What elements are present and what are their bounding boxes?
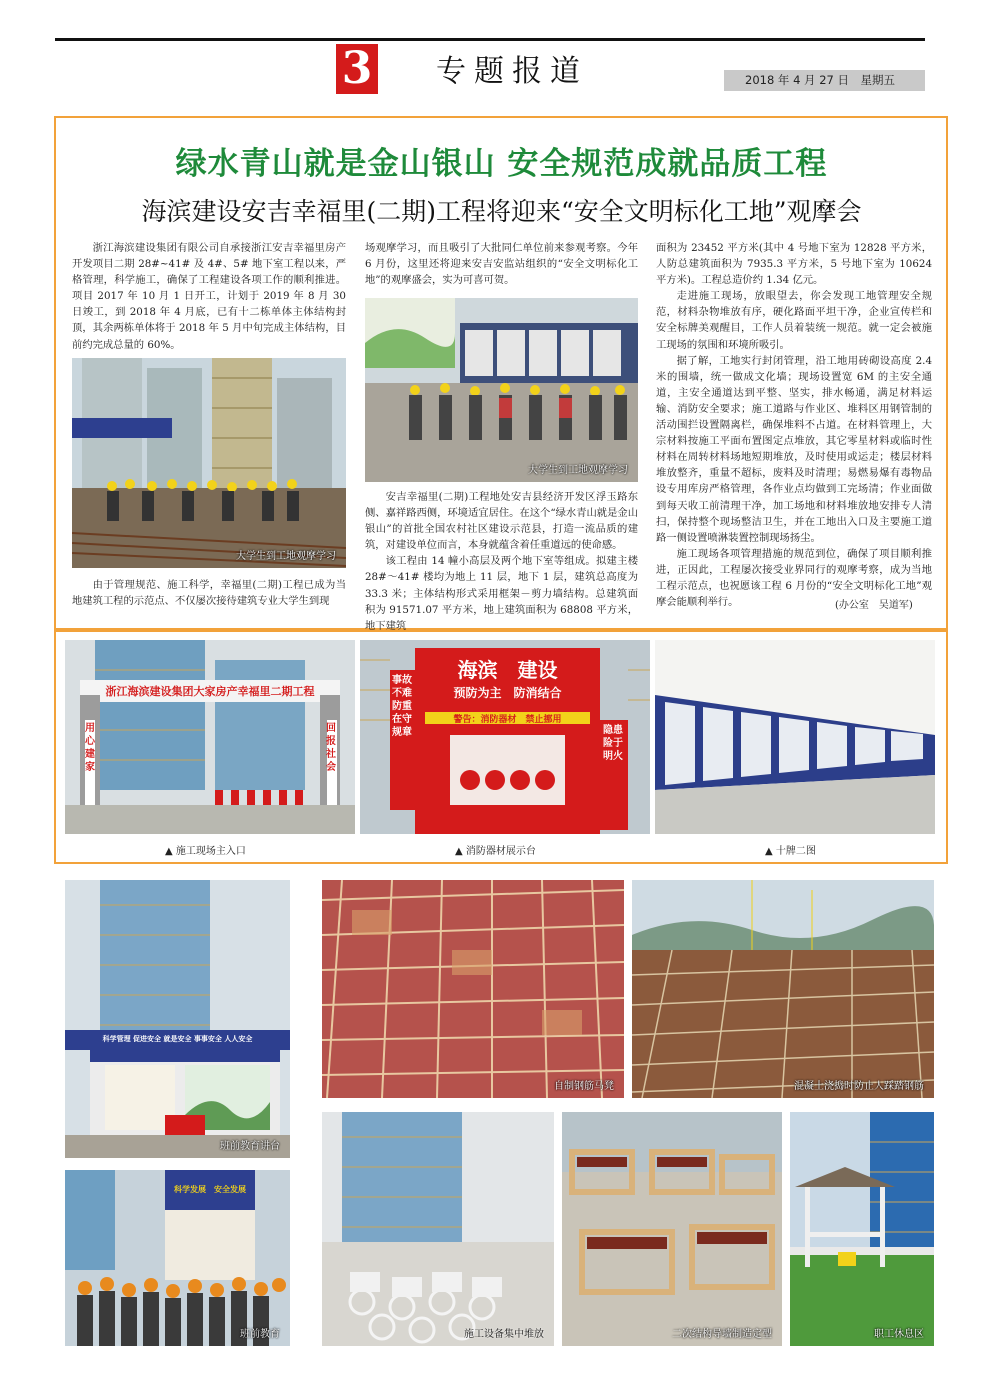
photo-ten-boards [655, 640, 935, 834]
gate-left-slogan: 用心建家 [85, 723, 95, 773]
edu-board-title: 科学发展 安全发展 [174, 1185, 246, 1194]
photo-image [322, 1112, 554, 1346]
photo-equipment-storage [322, 1112, 554, 1346]
photo-caption: 大学生到工地观摩学习 [528, 465, 628, 476]
gate-right-slogan: 回报社会 [326, 723, 336, 773]
article-column-1-continued [72, 577, 346, 609]
photo-image [655, 640, 935, 834]
photo-image [632, 880, 934, 1098]
photo-rest-area [790, 1112, 934, 1346]
photo-image [790, 1112, 934, 1346]
paragraph: 面积为 23452 平方米(其中 4 号地下室为 12828 平方米，人防总建筑面积为 7935.3 平方米，5 号地下室为 10624 平方米)。工程总造价约 1.34 亿元。 [656, 242, 932, 287]
byline: (办公室 吴道军) [835, 600, 913, 611]
article-column-1 [72, 240, 346, 353]
photo-caption: 施工设备集中堆放 [464, 1329, 544, 1340]
paragraph: 据了解，工地实行封闭管理，沿工地用砖砌设高度 2.4 米的围墙，统一做成文化墙；现场设置宽 6M 的主安全通道，主安全通道达到平整、坚实，排水畅通，满足材料运输、消防安全要求；施工道路与作业区、堆料区用钢管制的活动围拦设置隔离栏，确保堆料不占道。在材料管理上，大宗材料按施工平面布置图定点堆放，其它零星材料或临时性材料在周转材料场地短期堆放，及时使用或运走；楼层材料堆放整齐，重量不超标，废料及时清理；易燃易爆有毒物品设专用库房严格管理，各作业点均做到工完场清；作业面做到每天收工前清理干净，加工场地和材料堆放地安排专人清扫，保持整个现场整洁卫生，并在工地出入口及主要施工道路一侧设置喷淋装置控制现场扬尘。 [656, 354, 932, 544]
photo-caption: 班前教育讲台 [220, 1141, 280, 1152]
headline: 绿水青山就是金山银山 安全规范成就品质工程 [175, 146, 828, 182]
article-column-3 [656, 240, 932, 610]
photo-rebar-chairs [322, 880, 624, 1098]
paragraph: 走进施工现场，放眼望去，你会发现工地管理安全规范，材料杂物堆放有序，硬化路面平坦干净，企业宣传栏和安全标牌美观醒目，工作人员着装统一规范。就一定会被施工现场的氛围和环境所吸引。 [656, 290, 932, 351]
photo-image [65, 880, 290, 1158]
board-slogan: 预防为主 防消结合 [453, 686, 562, 700]
photo-image [72, 358, 346, 568]
edu-banner: 科学管理 促进安全 就是安全 事事安全 人人安全 [102, 1035, 253, 1043]
masthead-rule [55, 38, 925, 41]
photo-education-podium [65, 880, 290, 1158]
paragraph: 该工程由 14 幢小高层及两个地下室等组成。拟建主楼 28#～41# 楼均为地上 11 层，地下 1 层，建筑总高度为 33.3 米；主体结构形式采用框架－剪力墙结构。总建筑面积为 91571.07 平方米，地上建筑面积为 68808 平方米，地下建筑 [365, 555, 638, 632]
subheadline: 海滨建设安吉幸福里(二期)工程将迎来“安全文明标化工地”观摩会 [141, 197, 862, 226]
photo-caption: 自制钢筋马凳 [554, 1081, 614, 1092]
paragraph: 浙江海滨建设集团有限公司自承接浙江安吉幸福里房产开发项目二期 28#~41# 及 4#、5# 地下室工程以来，严格管理，科学施工，确保了工程建设各项工作的顺利推进。项目 2017 年 10 月 1 日开工，计划于 2019 年 8 月 30 日竣工，到 2018 年 4 月底，已有十二栋单体主体结构封顶，其余两栋单体将于 2018 年 5 月中旬完成主体结构，目前约完成总量的 60%。 [72, 242, 346, 351]
caption-fire-equipment: ▲ 消防器材展示台 [455, 846, 536, 857]
paragraph: 施工现场各项管理措施的规范到位，确保了项目顺利推进，正因此，工程屡次接受业界同行的观摩考察，成为当地工程示范点，也祝愿该工程 6 月份的“安全文明标化工地”观摩会能顺利举行。 [656, 547, 932, 609]
photo-fire-equipment [360, 640, 650, 834]
gate-banner: 浙江海滨建设集团大家房产幸福里二期工程 [105, 685, 315, 698]
photo-site-entrance [65, 640, 355, 834]
board-warning: 警告：消防器材 禁止挪用 [453, 715, 562, 725]
photo-image [322, 880, 624, 1098]
section-title: 专题报道 [436, 54, 588, 89]
paragraph: 场观摩学习，而且吸引了大批同仁单位前来参观考察。今年 6 月份，这里还将迎来安吉安监站组织的“安全文明标化工地”的观摩盛会，实为可喜可贺。 [365, 242, 638, 287]
paragraph: 由于管理规范、施工科学，幸福里(二期)工程已成为当地建筑工程的示范点、不仅屡次接待建筑专业大学生到现 [72, 579, 346, 608]
photo-caption: 大学生到工地观摩学习 [236, 551, 336, 562]
page-number: 3 [336, 44, 378, 94]
photo-caption: 二次结构导墙制造定型 [672, 1329, 772, 1340]
photo-image [65, 640, 355, 834]
photo-image [562, 1112, 782, 1346]
caption-ten-boards: ▲ 十牌二图 [765, 846, 816, 857]
board-brand: 海滨 建设 [457, 658, 558, 682]
issue-date: 2018 年 4 月 27 日 星期五 [745, 73, 895, 87]
article-column-2 [365, 240, 638, 288]
photo-caption: 职工休息区 [874, 1329, 924, 1340]
board-side-left: 事故不难防重在守规章 [392, 675, 412, 738]
article-column-2-continued [365, 489, 638, 634]
paragraph: 安吉幸福里(二期)工程地处安吉县经济开发区浮玉路东侧、嘉祥路西侧，环境适宜居住。在这个“绿水青山就是金山银山”的首批全国农村社区建设示范县，打造一流品质的建筑，对建设单位而言，本身就蕴含着任重道远的使命感。 [365, 491, 638, 552]
board-side-right: 隐患险于明火 [603, 725, 623, 762]
photo-safety-education [65, 1170, 290, 1346]
photo-formwork [562, 1112, 782, 1346]
photo-caption: 混凝土浇捣时防止人踩踏钢筋 [794, 1081, 924, 1092]
photo-students-visit-2 [365, 298, 638, 482]
photo-image [65, 1170, 290, 1346]
photo-caption: 班前教育 [240, 1329, 280, 1340]
photo-image [365, 298, 638, 482]
photo-anti-trample [632, 880, 934, 1098]
caption-site-entrance: ▲ 施工现场主入口 [165, 846, 246, 857]
photo-students-visit-1 [72, 358, 346, 568]
